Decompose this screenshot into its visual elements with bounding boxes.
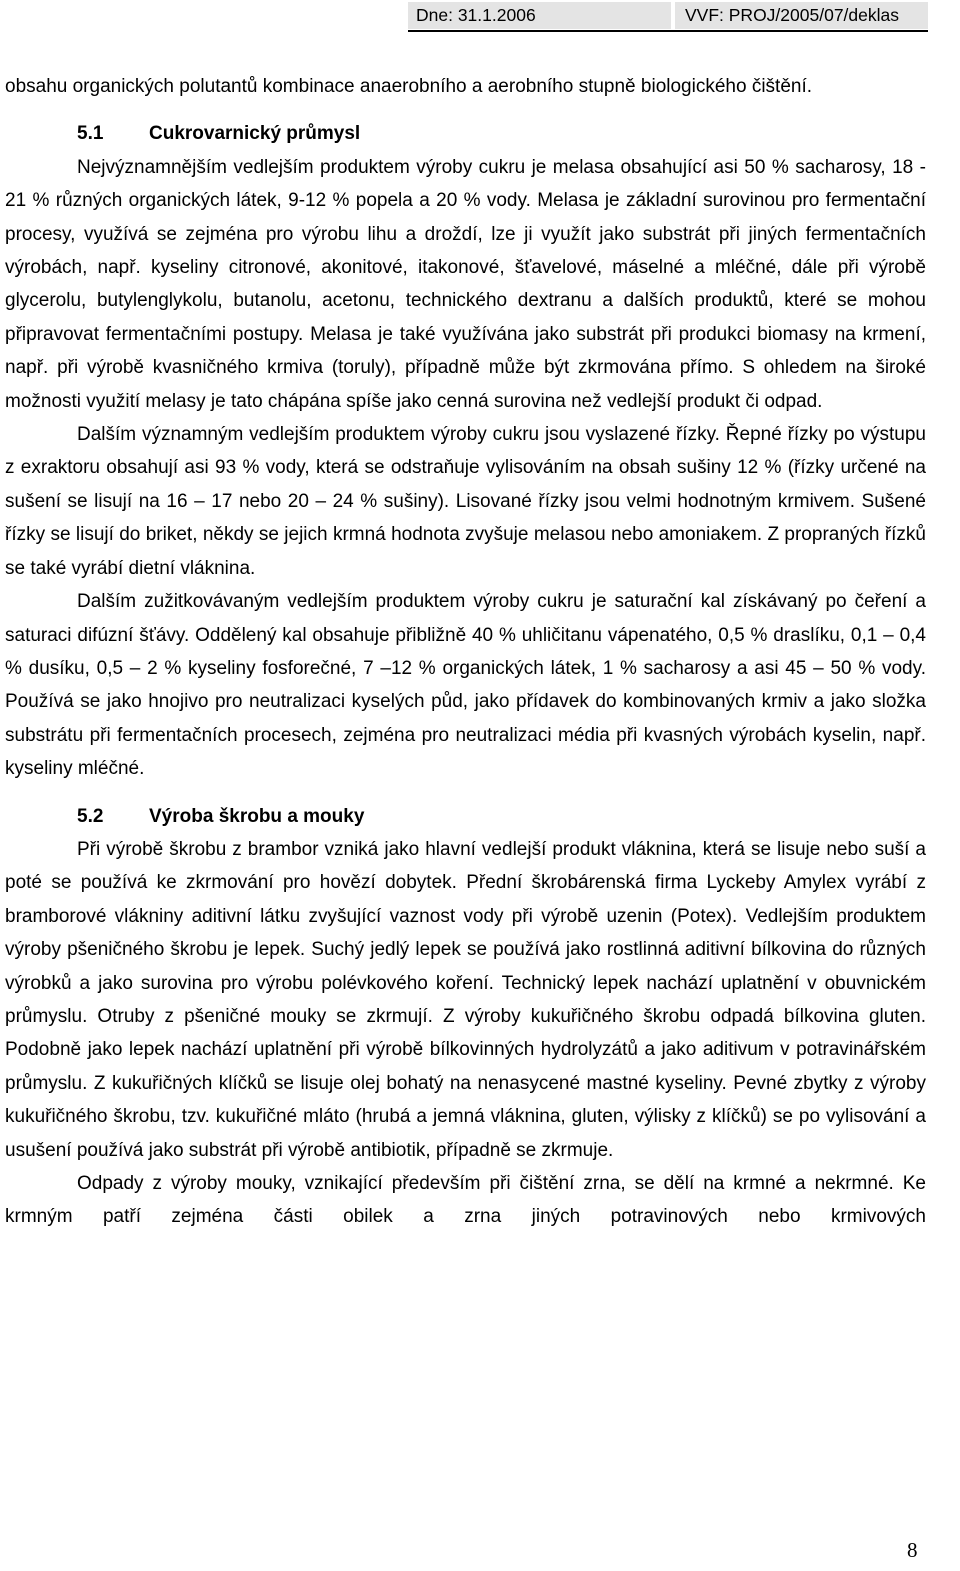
section-heading-5-2 xyxy=(5,800,926,833)
section-number: 5.2 xyxy=(77,805,104,827)
paragraph-saturacni-kal: Dalším zužitkovávaným vedlejším produktem výroby cukru je saturační kal získávaný po čeření a saturaci difúzní šťávy. Oddělený kal obsahuje přibližně 40 % uhličitanu vápenatého, 0,5 % draslíku, 0,1 – 0,4 % dusíku, 0,5 – 2 % kyseliny fosforečné, 7 –12 % organických látek, 1 % sacharosy a asi 45 – 50 % vody. Používá se jako hnojivo pro neutralizaci kyselých půd, jako přídavek do kombinovaných krmiv a jako složka substrátu při fermentačních procesech, zejména pro neutralizaci média při kvasných výrobách kyselin, např. kyseliny mléčné. xyxy=(5,591,926,780)
paragraph-skrob: Při výrobě škrobu z brambor vzniká jako hlavní vedlejší produkt vláknina, která se lisuje nebo suší a poté se používá ke zkrmování pro hovězí dobytek. Přední škrobárenská firma Lyckeby Amylex vyrábí z bramborové vlákniny aditivní látku zvyšující vaznost vody při výrobě uzenin (Potex). Vedlejším produktem výroby pšeničného škrobu je lepek. Suchý jedlý lepek se používá jako rostlinná aditivní bílkovina do různých výrobků a jako surovina pro výrobu polévkového koření. Technický lepek nachází uplatnění v obuvnickém průmyslu. Otruby z pšeničné mouky se zkrmují. Z výroby kukuřičného škrobu odpadá bílkovina gluten. Podobně jako lepek nachází uplatnění při výrobě bílkovinných hydrolyzátů a jako aditivum v potravinářském průmyslu. Z kukuřičných klíčků se lisuje olej bohatý na nenasycené mastné kyseliny. Pevné zbytky z výroby kukuřičného škrobu, tzv. kukuřičné mláto (hrubá a jemná vláknina, gluten, výlisky z klíčků) se po vylisování a usušení používá jako substrát při výrobě antibiotik, případně se zkrmuje. xyxy=(5,838,926,1161)
section-heading-5-1 xyxy=(5,117,926,150)
paragraph-mouka: Odpady z výroby mouky, vznikající především při čištění zrna, se dělí na krmné a nekrmné. Ke krmným patří zejména části obilek a zrna jiných potravinových nebo krmivových xyxy=(5,1173,926,1228)
document-body xyxy=(5,70,926,1234)
section-title: Výroba škrobu a mouky xyxy=(149,805,365,827)
paragraph-continuation: obsahu organických polutantů kombinace anaerobního a aerobního stupně biologického čištění. xyxy=(5,76,813,97)
header-document-id: VVF: PROJ/2005/07/deklas xyxy=(675,2,928,29)
header-rule xyxy=(408,30,928,32)
paragraph-melasa: Nejvýznamnějším vedlejším produktem výroby cukru je melasa obsahující asi 50 % sacharosy, 18 - 21 % různých organických látek, 9-12 % popela a 20 % vody. Melasa je základní surovinou pro fermentační procesy, využívá se zejména pro výrobu lihu a droždí, lze ji využít jako substrát při jiných fermentačních výrobách, např. kyseliny citronové, akonitové, itakonové, šťavelové, máselné a mléčné, dále při výrobě glycerolu, butylenglykolu, butanolu, acetonu, technického dextranu a dalších produktů, které se mohou připravovat fermentačními postupy. Melasa je také využívána jako substrát při produkci biomasy na krmení, např. při výrobě kvasničného krmiva (toruly), případně může být zkrmována přímo. S ohledem na široké možnosti využití melasy je tato chápána spíše jako cenná surovina než vedlejší produkt či odpad. xyxy=(5,156,926,412)
header-date: Dne: 31.1.2006 xyxy=(408,2,671,29)
section-number: 5.1 xyxy=(77,123,104,145)
page-header xyxy=(408,2,928,29)
page-number: 8 xyxy=(907,1538,918,1562)
paragraph-rizky: Dalším významným vedlejším produktem výroby cukru jsou vyslazené řízky. Řepné řízky po výstupu z exraktoru obsahují asi 93 % vody, která se odstraňuje vylisováním na obsah sušiny 12 % (řízky určené na sušení se lisují na 16 – 17 nebo 20 – 24 % sušiny). Lisované řízky jsou velmi hodnotným krmivem. Sušené řízky se lisují do briket, někdy se jejich krmná hodnota zvyšuje melasou nebo amoniakem. Z propraných řízků se také vyrábí dietní vláknina. xyxy=(5,424,926,579)
section-title: Cukrovarnický průmysl xyxy=(149,123,361,145)
